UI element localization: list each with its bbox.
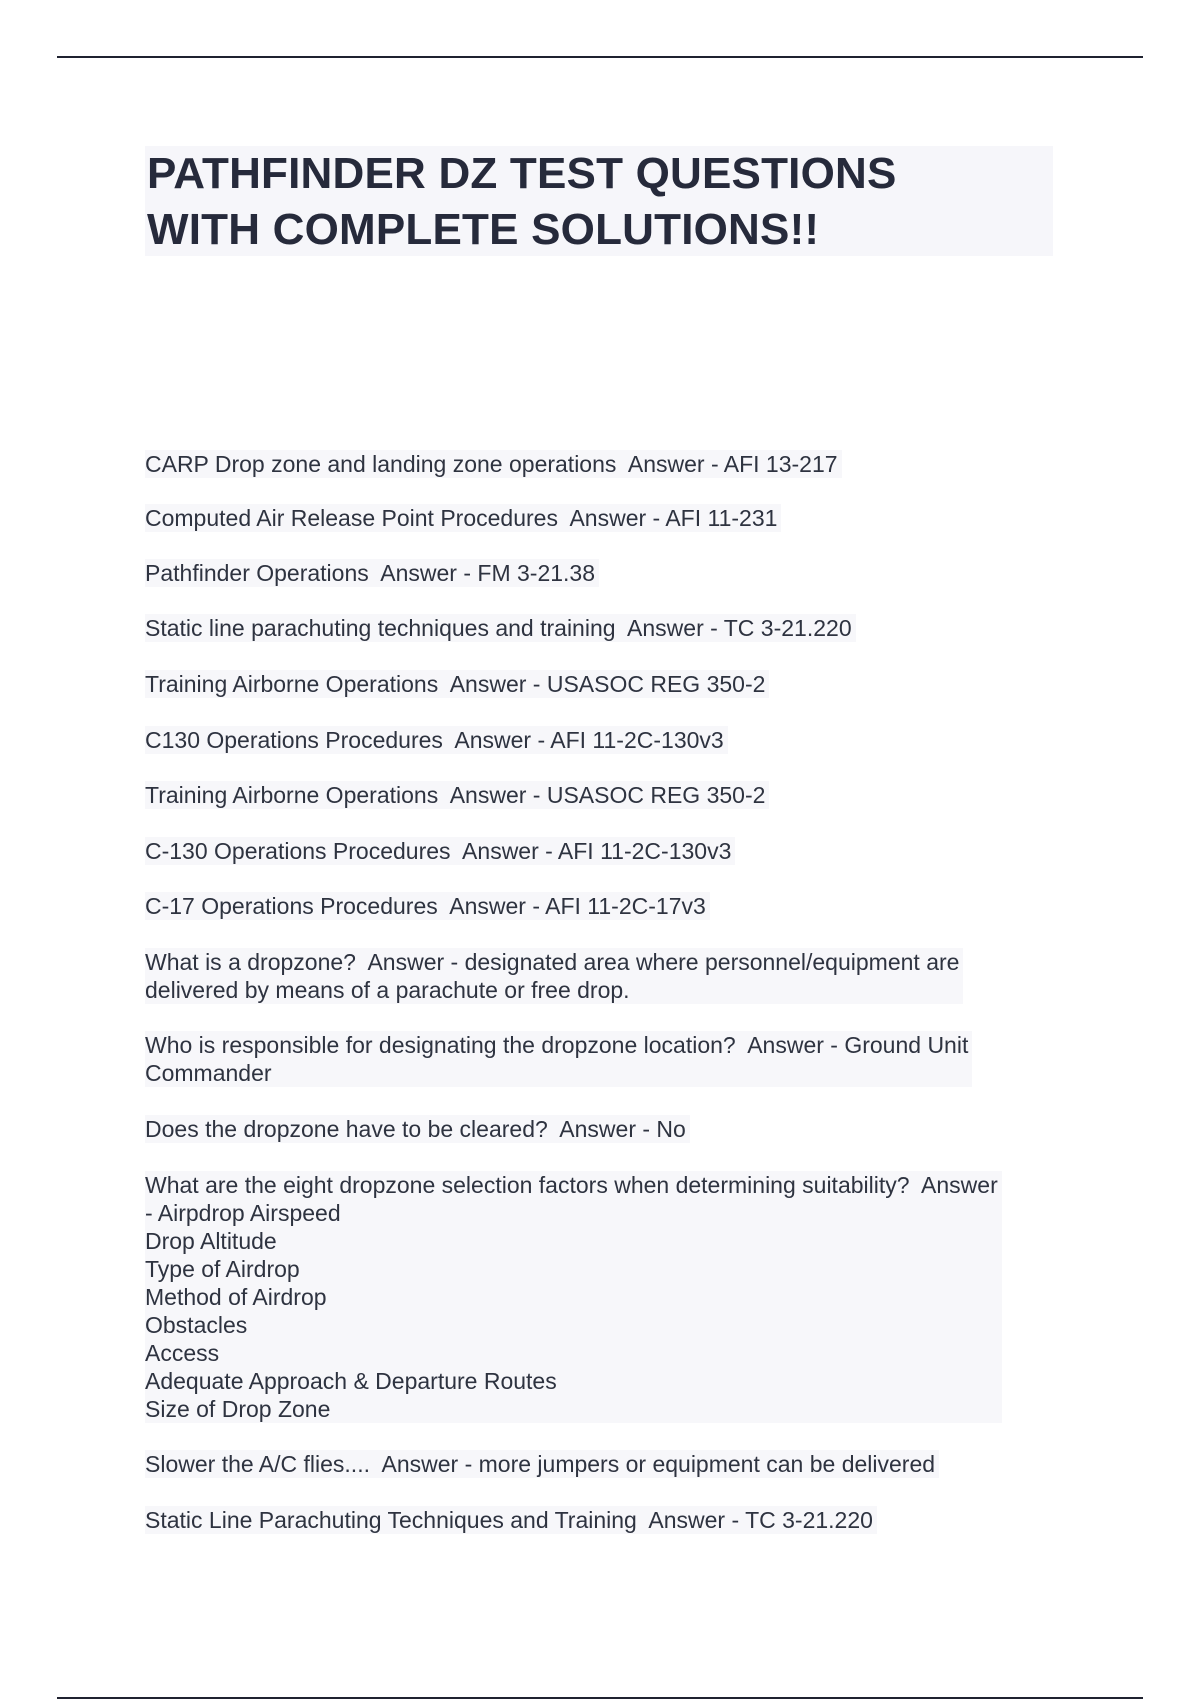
qa-text: Slower the A/C flies.... Answer - more jumpers or equipment can be delivered	[145, 1450, 939, 1478]
qa-text: Static Line Parachuting Techniques and Training Answer - TC 3-21.220	[145, 1506, 877, 1534]
qa-item	[145, 1115, 1075, 1143]
qa-text: Does the dropzone have to be cleared? Answer - No	[145, 1115, 690, 1143]
qa-item	[145, 614, 1075, 642]
qa-item	[145, 726, 1075, 754]
qa-item	[145, 948, 1075, 1004]
qa-text: Who is responsible for designating the dropzone location? Answer - Ground Unit Commander	[145, 1031, 972, 1087]
qa-item	[145, 837, 1075, 865]
qa-item	[145, 450, 1075, 478]
qa-text: C130 Operations Procedures Answer - AFI 11-2C-130v3	[145, 726, 728, 754]
qa-text: C-17 Operations Procedures Answer - AFI 11-2C-17v3	[145, 892, 710, 920]
qa-item	[145, 1031, 1075, 1087]
qa-text: What are the eight dropzone selection factors when determining suitability? Answer - Airpdrop Airspeed Drop Altitude Type of Airdrop Method of Airdrop Obstacles Access Adequate Approach & Departure Routes Size of Drop Zone	[145, 1171, 1002, 1423]
qa-item	[145, 1171, 1075, 1423]
qa-item	[145, 781, 1075, 809]
qa-text: Pathfinder Operations Answer - FM 3-21.38	[145, 559, 599, 587]
qa-item	[145, 892, 1075, 920]
qa-text: Training Airborne Operations Answer - USASOC REG 350-2	[145, 670, 769, 698]
qa-text: C-130 Operations Procedures Answer - AFI 11-2C-130v3	[145, 837, 735, 865]
title-block	[145, 146, 1053, 256]
qa-text: Static line parachuting techniques and training Answer - TC 3-21.220	[145, 614, 856, 642]
qa-item	[145, 1450, 1075, 1478]
qa-list	[145, 450, 1075, 1534]
qa-text: What is a dropzone? Answer - designated area where personnel/equipment are delivered by means of a parachute or free drop.	[145, 948, 963, 1004]
document-title: PATHFINDER DZ TEST QUESTIONS WITH COMPLETE SOLUTIONS!!	[147, 149, 897, 254]
qa-text: CARP Drop zone and landing zone operations Answer - AFI 13-217	[145, 450, 842, 478]
top-divider	[57, 56, 1143, 58]
qa-item	[145, 670, 1075, 698]
qa-item	[145, 504, 1075, 532]
qa-item	[145, 1506, 1075, 1534]
bottom-divider	[57, 1697, 1143, 1699]
qa-text: Computed Air Release Point Procedures Answer - AFI 11-231	[145, 504, 781, 532]
qa-text: Training Airborne Operations Answer - USASOC REG 350-2	[145, 781, 769, 809]
qa-item	[145, 559, 1075, 587]
